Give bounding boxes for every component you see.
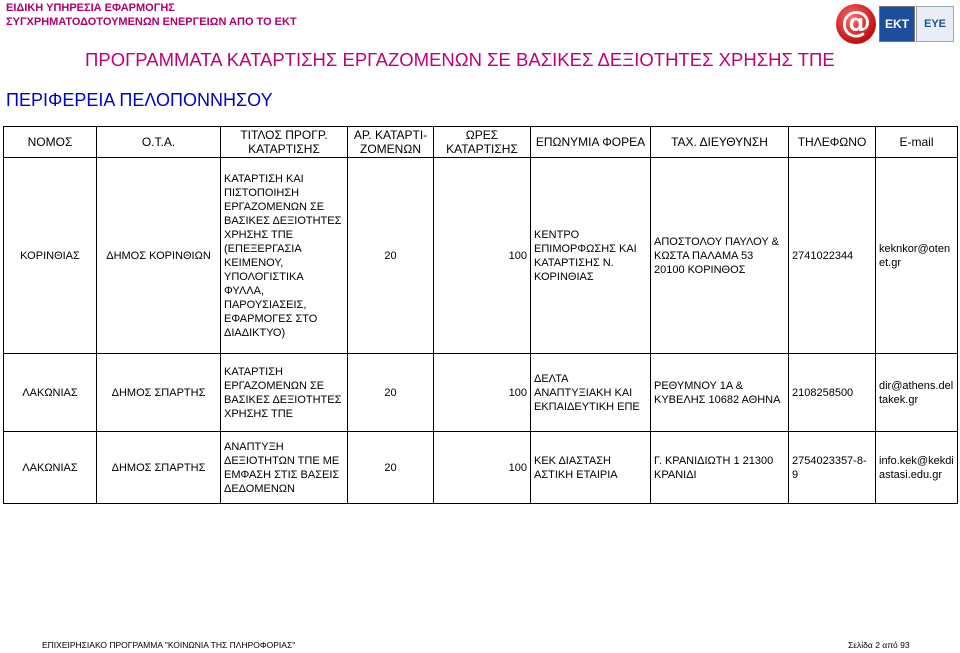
cell-trainees: 20	[348, 432, 434, 504]
logos	[836, 4, 954, 46]
col-header-email: E-mail	[876, 127, 958, 158]
cell-phone: 2108258500	[789, 354, 876, 432]
col-header-trainees: ΑΡ. ΚΑΤΑΡΤΙ-ΖΟΜΕΝΩΝ	[348, 127, 434, 158]
table-row	[4, 354, 958, 432]
cell-nomos: ΛΑΚΩΝΙΑΣ	[4, 432, 97, 504]
courses-table	[3, 126, 958, 504]
cell-hours: 100	[434, 432, 531, 504]
document-title: ΠΡΟΓΡΑΜΜΑΤΑ ΚΑΤΑΡΤΙΣΗΣ ΕΡΓΑΖΟΜΕΝΩΝ ΣΕ ΒΑΣΙΚΕΣ ΔΕΞΙΟΤΗΤΕΣ ΧΡΗΣΗΣ ΤΠΕ	[85, 49, 835, 70]
cell-ota: ΔΗΜΟΣ ΣΠΑΡΤΗΣ	[97, 354, 221, 432]
col-header-provider: ΕΠΩΝΥΜΙΑ ΦΟΡΕΑ	[531, 127, 651, 158]
cell-nomos: ΚΟΡΙΝΘΙΑΣ	[4, 158, 97, 354]
cell-hours: 100	[434, 354, 531, 432]
col-header-address: ΤΑΧ. ΔΙΕΥΘΥΝΣΗ	[651, 127, 789, 158]
cell-provider: ΔΕΛΤΑ ΑΝΑΠΤΥΞΙΑΚΗ ΚΑΙ ΕΚΠΑΙΔΕΥΤΙΚΗ ΕΠΕ	[531, 354, 651, 432]
cell-email[interactable]: dir@athens.deltakek.gr	[876, 354, 958, 432]
cell-phone: 2754023357-8-9	[789, 432, 876, 504]
cell-address: Γ. ΚΡΑΝΙΔΙΩΤΗ 1 21300 ΚΡΑΝΙΔΙ	[651, 432, 789, 504]
cell-email[interactable]: info.kek@kekdiastasi.edu.gr	[876, 432, 958, 504]
table-header-row	[4, 127, 958, 158]
cell-title: ΚΑΤΑΡΤΙΣΗ ΚΑΙ ΠΙΣΤΟΠΟΙΗΣΗ ΕΡΓΑΖΟΜΕΝΩΝ ΣΕ ΒΑΣΙΚΕΣ ΔΕΞΙΟΤΗΤΕΣ ΧΡΗΣΗΣ ΤΠΕ (ΕΠΕΞΕΡΓΑΣΙΑ ΚΕΙΜΕΝΟΥ, ΥΠΟΛΟΓΙΣΤΙΚΑ ΦΥΛΛΑ, ΠΑΡΟΥΣΙΑΣΕΙΣ, ΕΦΑΡΜΟΓΕΣ ΣΤΟ ΔΙΑΔΙΚΤΥΟ)	[221, 158, 348, 354]
at-sign-logo-icon: @	[836, 4, 876, 44]
agency-name-line1: ΕΙΔΙΚΗ ΥΠΗΡΕΣΙΑ ΕΦΑΡΜΟΓΗΣ	[6, 2, 175, 14]
agency-name-line2: ΣΥΓΧΡΗΜΑΤΟΔΟΤΟΥΜΕΝΩΝ ΕΝΕΡΓΕΙΩΝ ΑΠΟ ΤΟ ΕΚΤ	[6, 16, 297, 28]
col-header-hours: ΩΡΕΣ ΚΑΤΑΡΤΙΣΗΣ	[434, 127, 531, 158]
table-row	[4, 158, 958, 354]
ekt-logo: ΕΚΤ	[879, 6, 915, 42]
cell-trainees: 20	[348, 158, 434, 354]
cell-provider: ΚΕΚ ΔΙΑΣΤΑΣΗ ΑΣΤΙΚΗ ΕΤΑΙΡΙΑ	[531, 432, 651, 504]
cell-email[interactable]: keknkor@otenet.gr	[876, 158, 958, 354]
cell-trainees: 20	[348, 354, 434, 432]
cell-provider: ΚΕΝΤΡΟ ΕΠΙΜΟΡΦΩΣΗΣ ΚΑΙ ΚΑΤΑΡΤΙΣΗΣ Ν. ΚΟΡΙΝΘΙΑΣ	[531, 158, 651, 354]
region-title: ΠΕΡΙΦΕΡΕΙΑ ΠΕΛΟΠΟΝΝΗΣΟΥ	[6, 90, 273, 110]
footer-page-number: Σελίδα 2 από 93	[848, 640, 910, 650]
col-header-nomos: ΝΟΜΟΣ	[4, 127, 97, 158]
cell-phone: 2741022344	[789, 158, 876, 354]
cell-ota: ΔΗΜΟΣ ΚΟΡΙΝΘΙΩΝ	[97, 158, 221, 354]
cell-address: ΑΠΟΣΤΟΛΟΥ ΠΑΥΛΟΥ & ΚΩΣΤΑ ΠΑΛΑΜΑ 53 20100 ΚΟΡΙΝΘΟΣ	[651, 158, 789, 354]
footer-program: ΕΠΙΧΕΙΡΗΣΙΑΚΟ ΠΡΟΓΡΑΜΜΑ "ΚΟΙΝΩΝΙΑ ΤΗΣ ΠΛΗΡΟΦΟΡΙΑΣ"	[42, 640, 296, 650]
cell-title: ΚΑΤΑΡΤΙΣΗ ΕΡΓΑΖΟΜΕΝΩΝ ΣΕ ΒΑΣΙΚΕΣ ΔΕΞΙΟΤΗΤΕΣ ΧΡΗΣΗΣ ΤΠΕ	[221, 354, 348, 432]
eye-logo: ΕΥΕ	[916, 6, 954, 42]
table-row	[4, 432, 958, 504]
cell-address: ΡΕΘΥΜΝΟΥ 1Α & ΚΥΒΕΛΗΣ 10682 ΑΘΗΝΑ	[651, 354, 789, 432]
cell-hours: 100	[434, 158, 531, 354]
col-header-title: ΤΙΤΛΟΣ ΠΡΟΓΡ. ΚΑΤΑΡΤΙΣΗΣ	[221, 127, 348, 158]
cell-nomos: ΛΑΚΩΝΙΑΣ	[4, 354, 97, 432]
cell-title: ΑΝΑΠΤΥΞΗ ΔΕΞΙΟΤΗΤΩΝ ΤΠΕ ΜΕ ΕΜΦΑΣΗ ΣΤΙΣ ΒΑΣΕΙΣ ΔΕΔΟΜΕΝΩΝ	[221, 432, 348, 504]
col-header-ota: Ο.Τ.Α.	[97, 127, 221, 158]
cell-ota: ΔΗΜΟΣ ΣΠΑΡΤΗΣ	[97, 432, 221, 504]
col-header-phone: ΤΗΛΕΦΩΝΟ	[789, 127, 876, 158]
